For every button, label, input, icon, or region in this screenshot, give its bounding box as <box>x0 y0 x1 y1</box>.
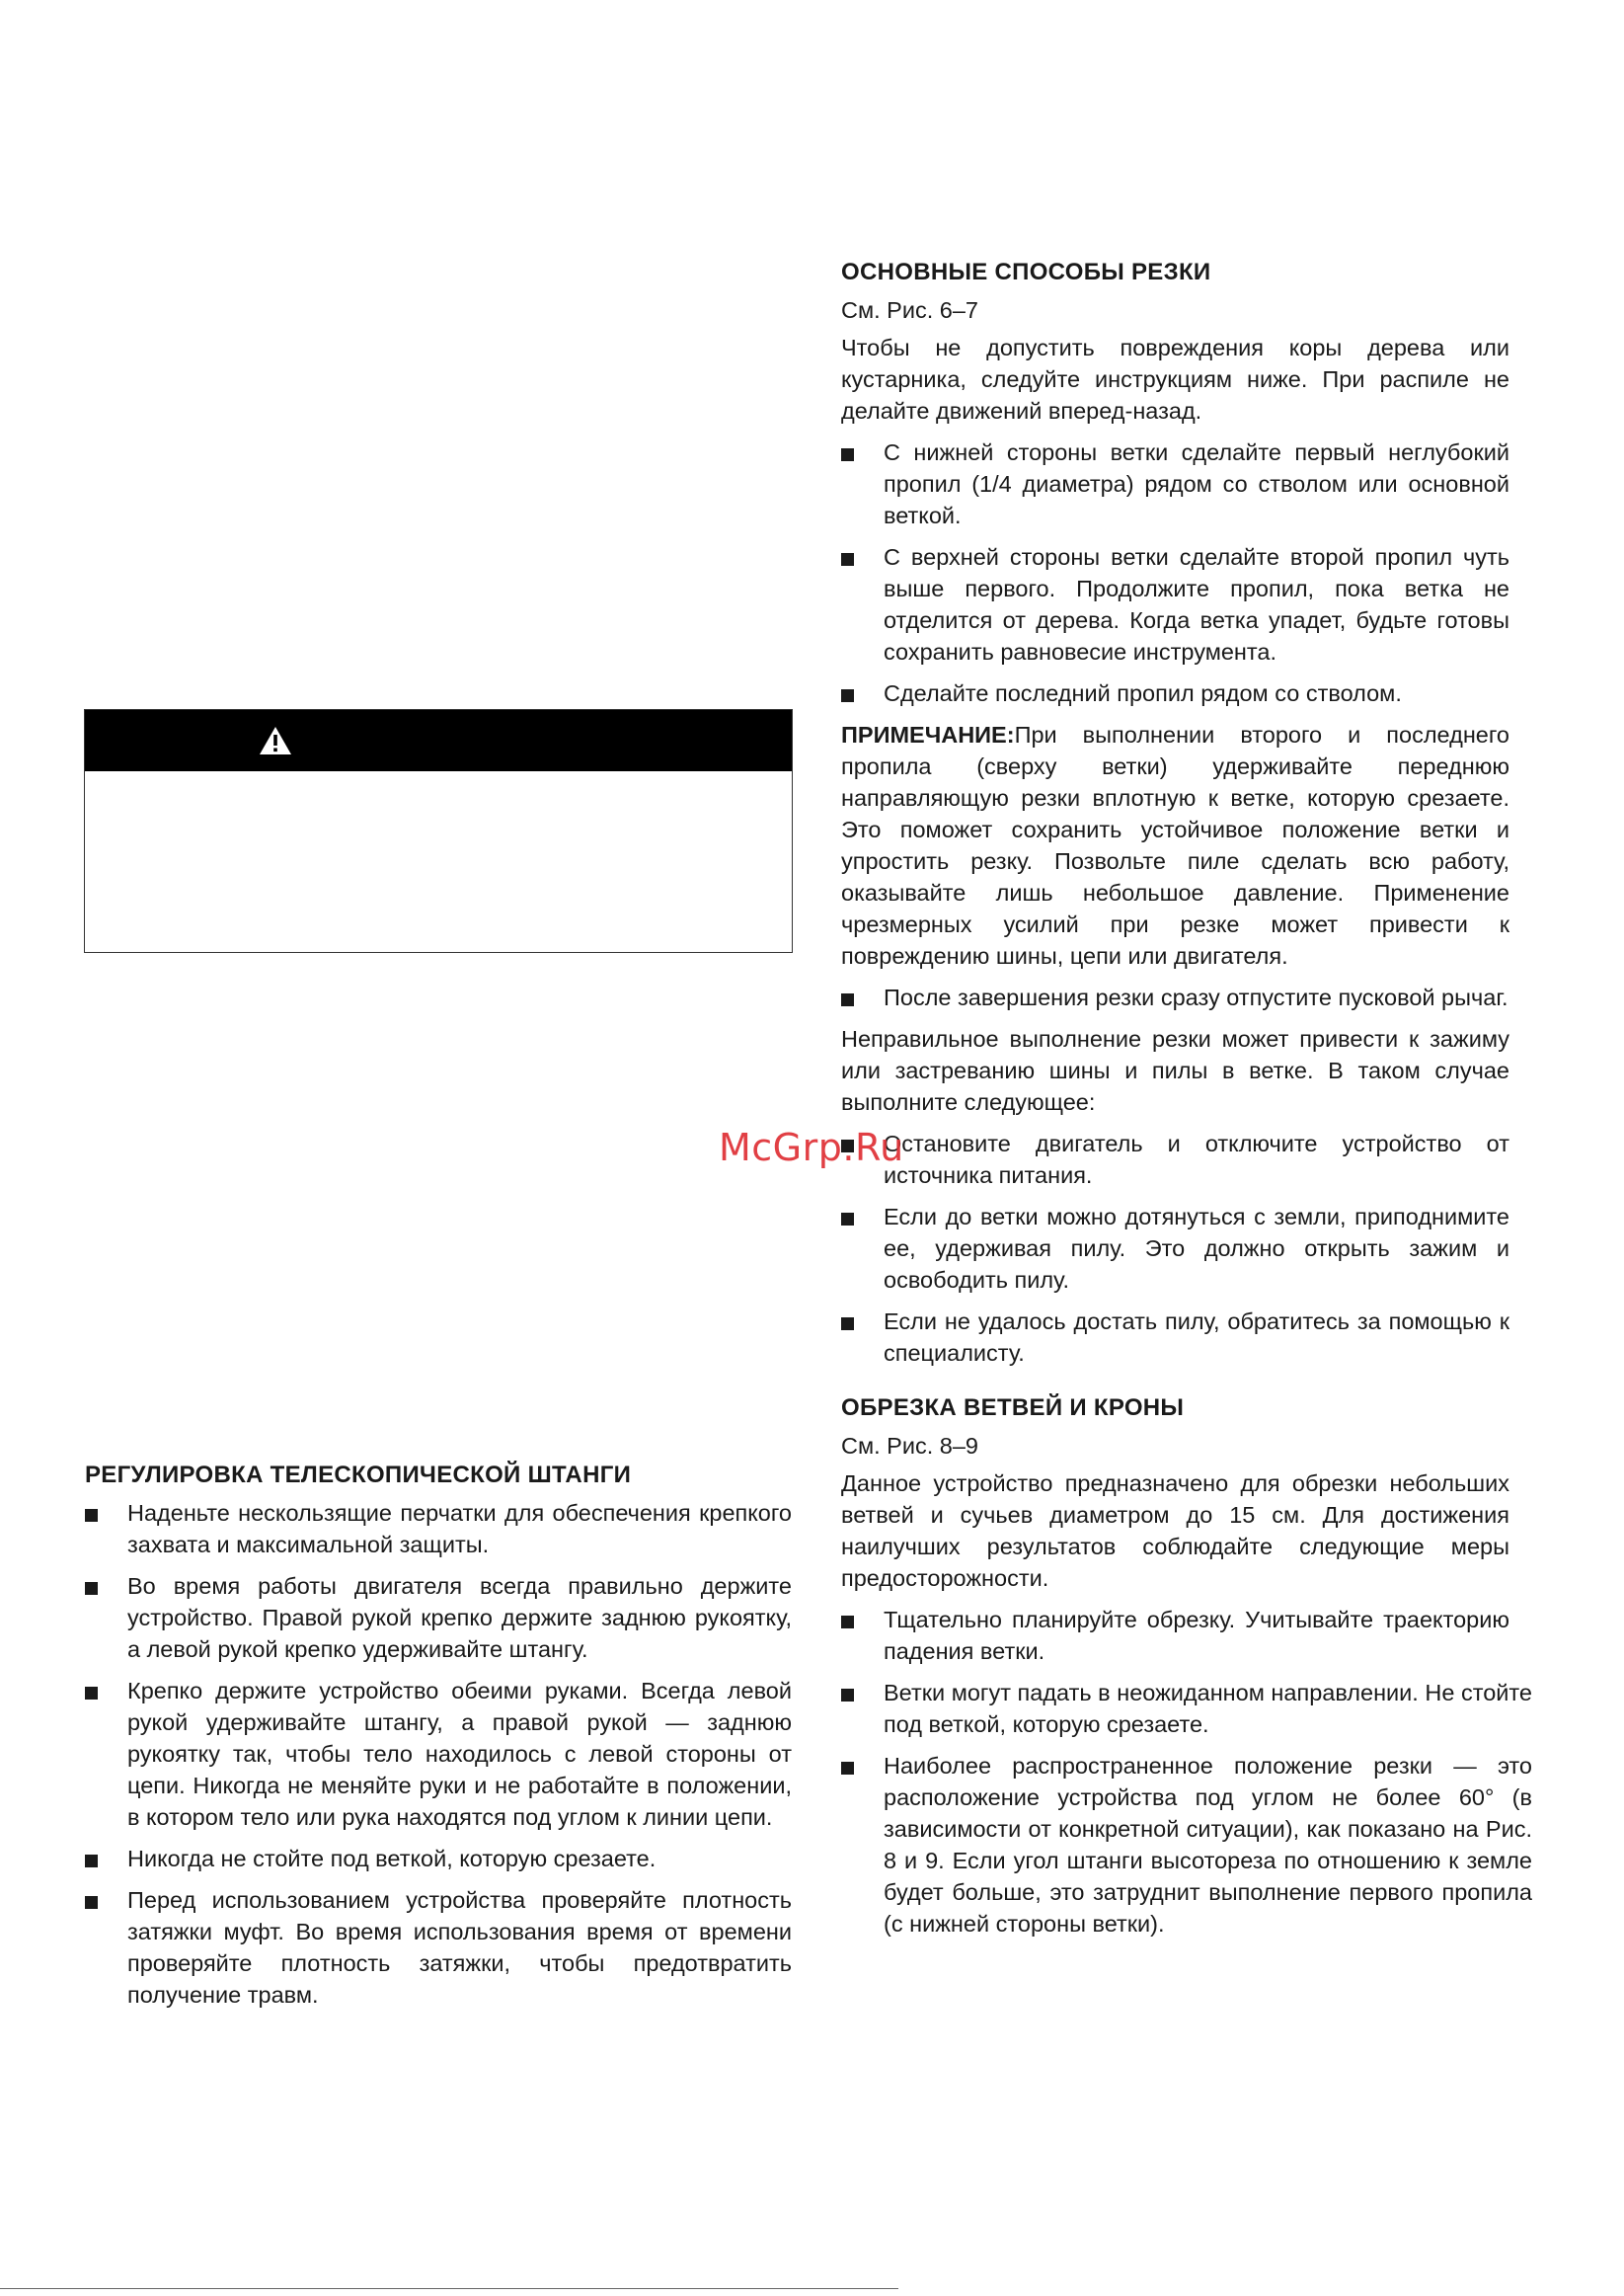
note-label: ПРИМЕЧАНИЕ: <box>841 722 1015 748</box>
list-item: Во время работы двигателя всегда правильно держите устройство. Правой рукой крепко держите заднюю рукоятку, а левой рукой крепко удерживайте штангу. <box>85 1570 792 1665</box>
cutting-intro: Чтобы не допустить повреждения коры дерева или кустарника, следуйте инструкциям ниже. При распиле не делайте движений вперед-назад. <box>841 335 1509 424</box>
square-bullet-icon <box>841 689 854 702</box>
list-item: Ветки могут падать в неожиданном направлении. Не стойте под веткой, которую срезаете. <box>841 1677 1532 1740</box>
list-item: Перед использованием устройства проверяйте плотность затяжки муфт. Во время использования время от времени проверяйте плотность затяжки, чтобы предотвратить получение травм. <box>85 1884 792 2011</box>
square-bullet-icon <box>841 1689 854 1702</box>
list-item: Если не удалось достать пилу, обратитесь за помощью к специалисту. <box>841 1306 1509 1369</box>
warning-box <box>84 709 793 953</box>
square-bullet-icon <box>85 1582 98 1595</box>
pinch-text: Неправильное выполнение резки может привести к зажиму или застреванию шины и пилы в ветке. В таком случае выполните следующее: <box>841 1026 1509 1115</box>
pruning-figure-ref: См. Рис. 8–9 <box>841 1433 979 1459</box>
cutting-steps-list <box>841 436 1509 709</box>
square-bullet-icon <box>841 1616 854 1628</box>
telescopic-heading: РЕГУЛИРОВКА ТЕЛЕСКОПИЧЕСКОЙ ШТАНГИ <box>85 1462 632 1488</box>
warning-triangle-icon <box>259 726 292 755</box>
list-item: С верхней стороны ветки сделайте второй пропил чуть выше первого. Продолжите пропил, пока ветка не отделится от дерева. Когда ветка упадет, будьте готовы сохранить равновесие инструмента. <box>841 541 1509 668</box>
square-bullet-icon <box>85 1855 98 1867</box>
list-item: Если до ветки можно дотянуться с земли, приподнимите ее, удерживая пилу. Это должно открыть зажим и освободить пилу. <box>841 1201 1509 1296</box>
cutting-heading: ОСНОВНЫЕ СПОСОБЫ РЕЗКИ <box>841 259 1211 285</box>
left-column <box>85 1462 792 2020</box>
list-item: Наденьте нескользящие перчатки для обеспечения крепкого захвата и максимальной защиты. <box>85 1497 792 1560</box>
warning-header <box>85 710 792 771</box>
list-item: Сделайте последний пропил рядом со стволом. <box>841 677 1509 709</box>
square-bullet-icon <box>841 553 854 566</box>
list-item: Крепко держите устройство обеими руками. Всегда левой рукой удерживайте штангу, а правой рукой — заднюю рукоятку так, чтобы тело находилось с левой стороны от цепи. Никогда не меняйте руки и не работайте в положении, в котором тело или рука находятся под углом к линии цепи. <box>85 1675 792 1833</box>
square-bullet-icon <box>841 993 854 1006</box>
square-bullet-icon <box>85 1509 98 1522</box>
bottom-divider <box>0 2288 898 2289</box>
square-bullet-icon <box>841 1317 854 1330</box>
cutting-note <box>841 719 1509 972</box>
cutting-figure-ref: См. Рис. 6–7 <box>841 297 979 323</box>
list-item: Остановите двигатель и отключите устройство от источника питания. <box>841 1128 1509 1191</box>
pruning-list <box>841 1604 1532 1940</box>
list-item: Никогда не стойте под веткой, которую срезаете. <box>85 1843 792 1874</box>
cutting-release-list <box>841 982 1509 1013</box>
list-item: Наиболее распространенное положение резки — это расположение устройства под углом не более 60° (в зависимости от конкретной ситуации), как показано на Рис. 8 и 9. Если угол штанги высотореза по отношению к земле будет больше, это затруднит выполнение первого пропила (с нижней стороны ветки). <box>841 1750 1532 1940</box>
square-bullet-icon <box>841 448 854 461</box>
right-column <box>841 259 1532 1949</box>
pruning-intro: Данное устройство предназначено для обрезки небольших ветвей и сучьев диаметром до 15 см. Для достижения наилучших результатов соблюдайте следующие меры предосторожности. <box>841 1470 1509 1591</box>
square-bullet-icon <box>841 1213 854 1226</box>
note-text: При выполнении второго и последнего пропила (сверху ветки) удерживайте переднюю направляющую резки вплотную к ветке, которую срезаете. Это поможет сохранить устойчивое положение ветки и упростить резку. Позвольте пиле сделать всю работу, оказывайте лишь небольшое давление. Применение чрезмерных усилий при резке может привести к повреждению шины, цепи или двигателя. <box>841 722 1509 969</box>
square-bullet-icon <box>841 1762 854 1775</box>
telescopic-list <box>85 1497 792 2011</box>
pinch-steps-list <box>841 1128 1509 1369</box>
list-item: С нижней стороны ветки сделайте первый неглубокий пропил (1/4 диаметра) рядом со стволом или основной веткой. <box>841 436 1509 531</box>
pruning-heading: ОБРЕЗКА ВЕТВЕЙ И КРОНЫ <box>841 1394 1185 1421</box>
watermark-text: McGrp.Ru <box>719 1126 904 1169</box>
list-item: Тщательно планируйте обрезку. Учитывайте траекторию падения ветки. <box>841 1604 1509 1667</box>
square-bullet-icon <box>85 1896 98 1909</box>
list-item: После завершения резки сразу отпустите пусковой рычаг. <box>841 982 1509 1013</box>
square-bullet-icon <box>85 1687 98 1700</box>
